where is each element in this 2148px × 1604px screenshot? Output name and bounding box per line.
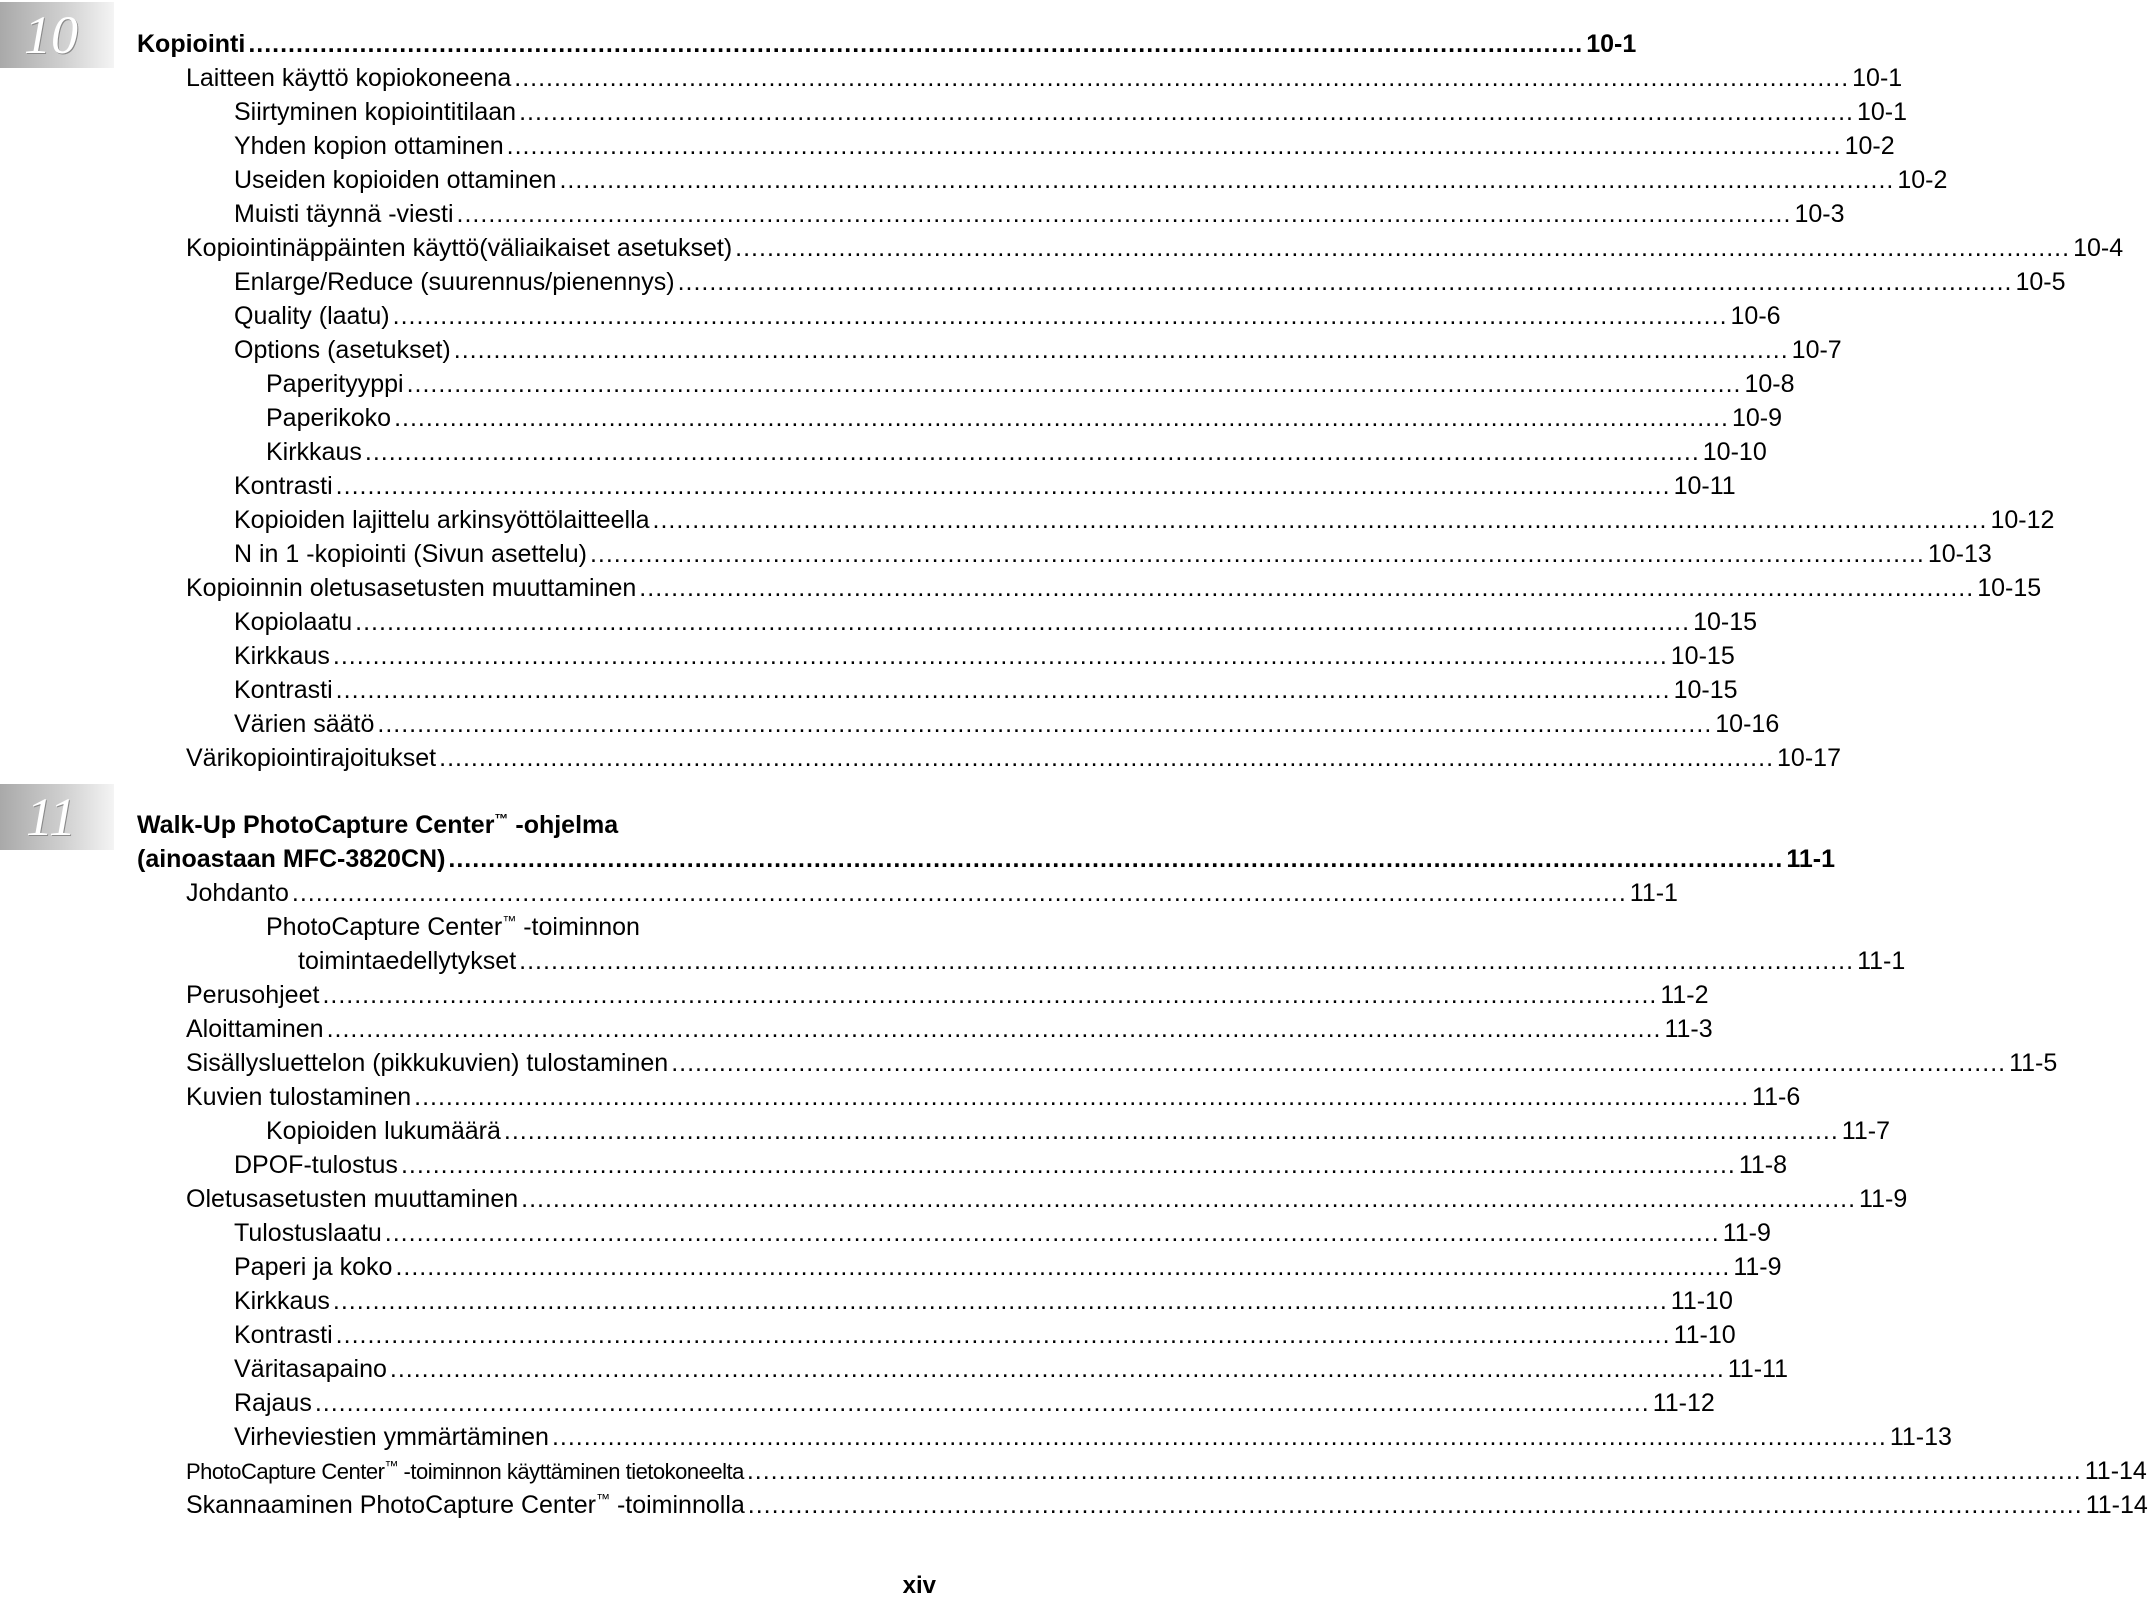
chapter-11-number: 11 (26, 787, 76, 847)
toc-chapter-11-heading-line1[interactable] (137, 808, 618, 842)
toc-chapter-11-heading-line2[interactable] (137, 842, 1835, 876)
toc-title: Värikopiointirajoitukset (186, 744, 437, 772)
toc-page: 10-15 (1670, 642, 1735, 670)
entry-text: PhotoCapture Center (186, 1459, 385, 1484)
toc-entry[interactable] (234, 1318, 1736, 1352)
toc-requirements-line1[interactable] (266, 910, 640, 944)
toc-page: 10-9 (1731, 404, 1783, 432)
dot-leader: ........................................................................................................................................................................ (322, 981, 1658, 1009)
toc-entry[interactable] (266, 1114, 1890, 1148)
toc-title: Paperikoko (266, 404, 392, 432)
dot-leader: ........................................................................................................................................................................ (326, 1015, 1662, 1043)
dot-leader: ........................................................................................................................................................................ (332, 642, 1668, 670)
toc-title: Kirkkaus (234, 642, 330, 670)
toc-entry[interactable] (186, 61, 1903, 95)
toc-title: Virheviestien ymmärtäminen (234, 1423, 549, 1451)
heading-suffix: -ohjelma (508, 811, 619, 839)
toc-page: 11-9 (1733, 1253, 1782, 1281)
toc-page: 10-1 (1852, 64, 1903, 92)
toc-title: Enlarge/Reduce (suurennus/pienennys) (234, 268, 675, 296)
chapter-10-number: 10 (24, 5, 78, 65)
toc-entry[interactable] (234, 1386, 1715, 1420)
dot-leader: ........................................................................................................................................................................ (551, 1423, 1887, 1451)
toc-page: 10-2 (1897, 166, 1948, 194)
dot-leader: ........................................................................................................................................................................ (439, 744, 1775, 772)
toc-entry[interactable] (186, 1080, 1801, 1114)
dot-leader: ........................................................................................................................................................................ (335, 1321, 1671, 1349)
toc-entry-scan[interactable] (186, 1488, 2148, 1522)
toc-title: Kopiointinäppäinten käyttö(väliaikaiset asetukset) (186, 234, 733, 262)
toc-title: Värien säätö (234, 710, 375, 738)
toc-entry[interactable] (234, 469, 1736, 503)
toc-page: 10-15 (1977, 574, 2042, 602)
toc-entry[interactable] (186, 1046, 2058, 1080)
toc-page: 11-3 (1664, 1015, 1713, 1043)
toc-title: Kirkkaus (266, 438, 362, 466)
toc-title: DPOF-tulostus (234, 1151, 398, 1179)
toc-page: 11-11 (1727, 1355, 1789, 1383)
toc-page: 10-16 (1715, 710, 1780, 738)
toc-title: Väritasapaino (234, 1355, 387, 1383)
toc-title: Kopiolaatu (234, 608, 353, 636)
toc-entry[interactable] (234, 1420, 1952, 1454)
toc-entry[interactable] (234, 503, 2055, 537)
toc-title: Paperi ja koko (234, 1253, 393, 1281)
toc-title: (ainoastaan MFC-3820CN) (137, 845, 446, 873)
toc-title: Kontrasti (234, 676, 333, 704)
dot-leader: ........................................................................................................................................................................ (735, 234, 2071, 262)
dot-leader: ........................................................................................................................................................................ (652, 506, 1988, 534)
toc-entry[interactable] (234, 1284, 1733, 1318)
heading-text: Walk-Up PhotoCapture Center (137, 811, 495, 839)
toc-title: Kopioiden lukumäärä (266, 1117, 501, 1145)
toc-page: 10-8 (1744, 370, 1795, 398)
toc-title: Kontrasti (234, 1321, 333, 1349)
toc-entry[interactable] (234, 639, 1735, 673)
toc-page: 10-7 (1791, 336, 1842, 364)
dot-leader: ........................................................................................................................................................................ (519, 947, 1855, 975)
toc-page: 11-14 (2084, 1457, 2147, 1485)
entry-suffix: -toiminnon (516, 913, 640, 941)
toc-requirements-line2[interactable] (298, 944, 1906, 978)
toc-title: Laitteen käyttö kopiokoneena (186, 64, 512, 92)
toc-entry[interactable] (234, 1352, 1789, 1386)
toc-entry-pc-use[interactable] (186, 1454, 2147, 1489)
toc-entry[interactable] (234, 1148, 1788, 1182)
entry-text: PhotoCapture Center (266, 913, 503, 941)
toc-page: 11-9 (1722, 1219, 1771, 1247)
toc-title: Tulostuslaatu (234, 1219, 382, 1247)
toc-entry[interactable] (186, 1182, 1908, 1216)
dot-leader: ........................................................................................................................................................................ (589, 540, 1925, 568)
dot-leader: ........................................................................................................................................................................ (332, 1287, 1668, 1315)
toc-page: 11-1 (1629, 879, 1678, 907)
toc-title: Sisällysluettelon (pikkukuvien) tulostaminen (186, 1049, 669, 1077)
toc-page: 11-2 (1660, 981, 1709, 1009)
toc-title: Kirkkaus (234, 1287, 330, 1315)
dot-leader: ........................................................................................................................................................................ (335, 472, 1671, 500)
dot-leader: ........................................................................................................................................................................ (503, 1117, 1839, 1145)
dot-leader: ........................................................................................................................................................................ (671, 1049, 2007, 1077)
toc-entry[interactable] (186, 876, 1678, 910)
dot-leader: ........................................................................................................................................................................ (506, 132, 1842, 160)
dot-leader: ........................................................................................................................................................................ (453, 336, 1789, 364)
toc-entry[interactable] (234, 333, 1842, 367)
page-number: xiv (902, 1572, 936, 1599)
dot-leader: ........................................................................................................................................................................ (392, 302, 1728, 330)
toc-title: Useiden kopioiden ottaminen (234, 166, 557, 194)
toc-entry[interactable] (234, 163, 1948, 197)
dot-leader: ........................................................................................................................................................................ (355, 608, 1691, 636)
toc-page: 10-6 (1730, 302, 1781, 330)
toc-entry[interactable] (234, 265, 2066, 299)
toc-title: Kopiointi (137, 30, 246, 58)
toc-entry[interactable] (234, 605, 1758, 639)
dot-leader: ........................................................................................................................................................................ (747, 1491, 2083, 1519)
toc-page: 11-10 (1673, 1321, 1736, 1349)
dot-leader: ........................................................................................................................................................................ (335, 676, 1671, 704)
dot-leader: ........................................................................................................................................................................ (514, 64, 1850, 92)
dot-leader: ........................................................................................................................................................................ (639, 574, 1975, 602)
toc-page: 11-6 (1752, 1083, 1801, 1111)
toc-page: 10-5 (2015, 268, 2066, 296)
toc-entry[interactable] (234, 537, 1992, 571)
dot-leader: ........................................................................................................................................................................ (248, 30, 1584, 58)
toc-title: Johdanto (186, 879, 289, 907)
dot-leader: ........................................................................................................................................................................ (746, 1457, 2082, 1485)
toc-page: 10-13 (1927, 540, 1992, 568)
toc-title: N in 1 -kopiointi (Sivun asettelu) (234, 540, 587, 568)
toc-title: Kopioinnin oletusasetusten muuttaminen (186, 574, 637, 602)
toc-entry[interactable] (186, 571, 2042, 605)
dot-leader: ........................................................................................................................................................................ (389, 1355, 1725, 1383)
toc-page: 10-3 (1794, 200, 1845, 228)
trademark-symbol: ™ (494, 810, 509, 827)
toc-entry[interactable] (266, 401, 1783, 435)
toc-page: 10-17 (1777, 744, 1841, 772)
toc-entry[interactable] (186, 741, 1841, 775)
toc-title (186, 1455, 744, 1489)
toc-title: Oletusasetusten muuttaminen (186, 1185, 519, 1213)
toc-page: 11-7 (1841, 1117, 1890, 1145)
dot-leader: ........................................................................................................................................................................ (291, 879, 1627, 907)
trademark-symbol: ™ (596, 1490, 610, 1507)
toc-title: Siirtyminen kopiointitilaan (234, 98, 517, 126)
entry-suffix: -toiminnon käyttäminen tietokoneelta (397, 1459, 744, 1484)
toc-entry[interactable] (234, 197, 1845, 231)
toc-title: Kontrasti (234, 472, 333, 500)
toc-page: 10-10 (1702, 438, 1767, 466)
trademark-symbol: ™ (384, 1457, 398, 1474)
toc-entry[interactable] (234, 673, 1738, 707)
toc-page: 10-11 (1673, 472, 1736, 500)
toc-page: 10-2 (1844, 132, 1895, 160)
toc-title (186, 1488, 745, 1522)
toc-page: 11-1 (1786, 845, 1835, 873)
toc-title: toimintaedellytykset (298, 947, 517, 975)
toc-entry[interactable] (186, 1012, 1713, 1046)
toc-title: Kuvien tulostaminen (186, 1083, 412, 1111)
toc-title: Kopioiden lajittelu arkinsyöttölaitteella (234, 506, 650, 534)
toc-title: Rajaus (234, 1389, 312, 1417)
dot-leader: ........................................................................................................................................................................ (377, 710, 1713, 738)
toc-entry[interactable] (234, 707, 1780, 741)
toc-page: 11-8 (1738, 1151, 1788, 1179)
toc-title: Yhden kopion ottaminen (234, 132, 504, 160)
toc-entry[interactable] (234, 1250, 1782, 1284)
toc-entry[interactable] (234, 299, 1781, 333)
toc-page: 10-4 (2073, 234, 2124, 262)
dot-leader: ........................................................................................................................................................................ (677, 268, 2013, 296)
toc-page: 11-14 (2085, 1491, 2148, 1519)
dot-leader: ........................................................................................................................................................................ (521, 1185, 1857, 1213)
dot-leader: ........................................................................................................................................................................ (414, 1083, 1750, 1111)
entry-suffix: -toiminnolla (610, 1491, 745, 1519)
toc-page: 11-5 (2009, 1049, 2058, 1077)
dot-leader: ........................................................................................................................................................................ (394, 404, 1729, 432)
dot-leader: ........................................................................................................................................................................ (314, 1389, 1650, 1417)
toc-title: Quality (laatu) (234, 302, 390, 330)
dot-leader: ........................................................................................................................................................................ (364, 438, 1700, 466)
toc-entry[interactable] (234, 129, 1895, 163)
toc-entry[interactable] (234, 95, 1908, 129)
toc-entry[interactable] (186, 978, 1709, 1012)
toc-entry[interactable] (266, 435, 1767, 469)
toc-page: 11-1 (1857, 947, 1906, 975)
toc-page: 10-12 (1990, 506, 2055, 534)
toc-title: Muisti täynnä -viesti (234, 200, 454, 228)
dot-leader: ........................................................................................................................................................................ (384, 1219, 1720, 1247)
toc-page: 11-10 (1670, 1287, 1733, 1315)
toc-title: Perusohjeet (186, 981, 320, 1009)
toc-page: 11-9 (1859, 1185, 1908, 1213)
toc-page: 10-1 (1857, 98, 1908, 126)
toc-entry[interactable] (186, 231, 2124, 265)
dot-leader: ........................................................................................................................................................................ (400, 1151, 1736, 1179)
toc-title: Options (asetukset) (234, 336, 451, 364)
dot-leader: ........................................................................................................................................................................ (406, 370, 1742, 398)
toc-entry[interactable] (266, 367, 1795, 401)
toc-title: Paperityyppi (266, 370, 404, 398)
toc-page: 10-1 (1586, 30, 1637, 58)
toc-title: Aloittaminen (186, 1015, 324, 1043)
dot-leader: ........................................................................................................................................................................ (519, 98, 1854, 126)
dot-leader: ........................................................................................................................................................................ (456, 200, 1792, 228)
dot-leader: ........................................................................................................................................................................ (559, 166, 1895, 194)
toc-chapter-10-heading[interactable] (137, 27, 1637, 61)
trademark-symbol: ™ (502, 912, 517, 929)
dot-leader: ........................................................................................................................................................................ (448, 845, 1784, 873)
toc-entry[interactable] (234, 1216, 1771, 1250)
toc-page: 11-12 (1652, 1389, 1715, 1417)
entry-text: Skannaaminen PhotoCapture Center (186, 1491, 596, 1519)
toc-page: 11-13 (1889, 1423, 1952, 1451)
toc-page: 10-15 (1693, 608, 1758, 636)
toc-page: 10-15 (1673, 676, 1738, 704)
dot-leader: ........................................................................................................................................................................ (395, 1253, 1731, 1281)
